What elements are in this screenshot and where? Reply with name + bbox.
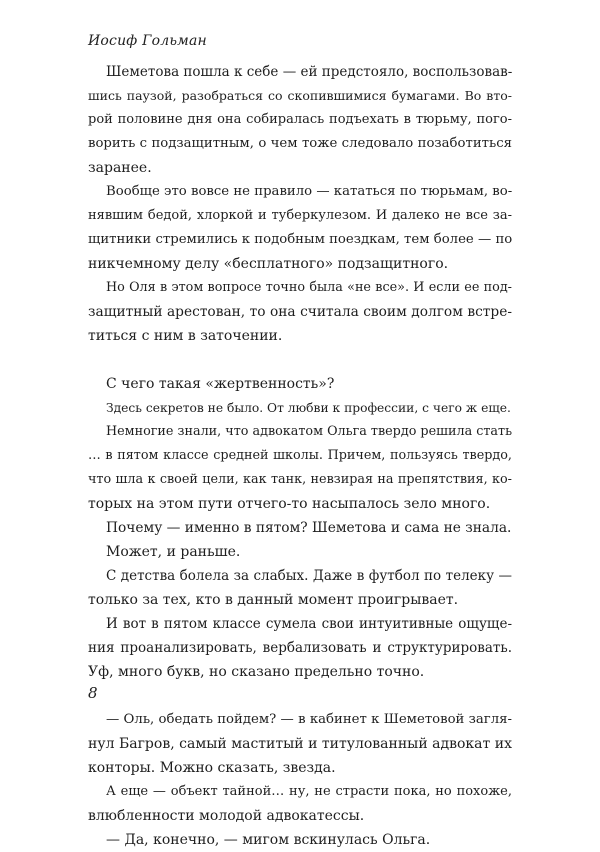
text-line: что шла к своей цели, как танк, невзирая на препятствия, ко- bbox=[88, 472, 512, 487]
text-line: нявшим бедой, хлоркой и туберкулезом. И далеко не все за- bbox=[88, 208, 512, 223]
section-break bbox=[88, 684, 512, 708]
text-line: никчемному делу «бесплатного» подзащитного. bbox=[88, 256, 449, 272]
text-line: Немногие знали, что адвокатом Ольга твердо решила стать bbox=[106, 424, 513, 439]
text-line: Почему — именно в пятом? Шеметова и сама не знала. bbox=[106, 520, 512, 536]
text-line: защитный арестован, то она считала своим долгом встре- bbox=[88, 304, 512, 320]
text-line: Здесь секретов не было. От любви к профессии, с чего ж еще. bbox=[106, 401, 511, 415]
text-line: влюбленности молодой адвокатессы. bbox=[88, 808, 365, 824]
text-line: … в пятом классе средней школы. Причем, пользуясь твердо, bbox=[88, 448, 512, 463]
text-line: С детства болела за слабых. Даже в футбол по телеку — bbox=[106, 568, 512, 584]
text-line: только за тех, кто в данный момент проигрывает. bbox=[88, 592, 459, 608]
text-line: нул Багров, самый маститый и титулованный адвокат их bbox=[88, 736, 512, 752]
text-line: И вот в пятом классе сумела свои интуитивные ощуще- bbox=[106, 616, 512, 632]
text-line: торых на этом пути отчего-то насыпалось зело много. bbox=[88, 496, 491, 512]
text-line: заранее. bbox=[88, 160, 152, 176]
text-line: А еще — объект тайной… ну, не страсти пока, но похоже, bbox=[106, 784, 512, 799]
text-line: рой половине дня она собиралась подъехать в тюрьму, пого- bbox=[88, 112, 512, 127]
text-line: Вообще это вовсе не правило — кататься по тюрьмам, во- bbox=[106, 184, 513, 199]
text-line: Но Оля в этом вопросе точно была «не все». И если ее под- bbox=[106, 280, 512, 295]
text-line: конторы. Можно сказать, звезда. bbox=[88, 760, 336, 776]
text-line: — Оль, обедать пойдем? — в кабинет к Шеметовой загля- bbox=[106, 712, 512, 727]
running-head: Иосиф Гольман bbox=[88, 33, 207, 49]
page-number: 8 bbox=[88, 684, 98, 702]
text-line: ворить с подзащитным, о чем тоже следовало позаботиться bbox=[88, 136, 512, 151]
text-line: Может, и раньше. bbox=[106, 544, 241, 560]
section-break bbox=[88, 348, 512, 372]
body-text bbox=[88, 60, 512, 852]
text-line: ния проанализировать, вербализовать и структурировать. bbox=[88, 640, 512, 656]
text-line: Уф, много букв, но сказано предельно точно. bbox=[88, 664, 425, 680]
text-line: Шеметова пошла к себе — ей предстояло, воспользовав- bbox=[106, 64, 513, 80]
text-line: С чего такая «жертвенность»? bbox=[106, 376, 335, 392]
text-line: — Да, конечно, — мигом вскинулась Ольга. bbox=[106, 832, 431, 848]
text-line: шись паузой, разобраться со скопившимися бумагами. Во вто- bbox=[88, 88, 512, 103]
text-line: щитники стремились к подобным поездкам, тем более — по bbox=[88, 232, 513, 247]
text-line: титься с ним в заточении. bbox=[88, 328, 283, 344]
